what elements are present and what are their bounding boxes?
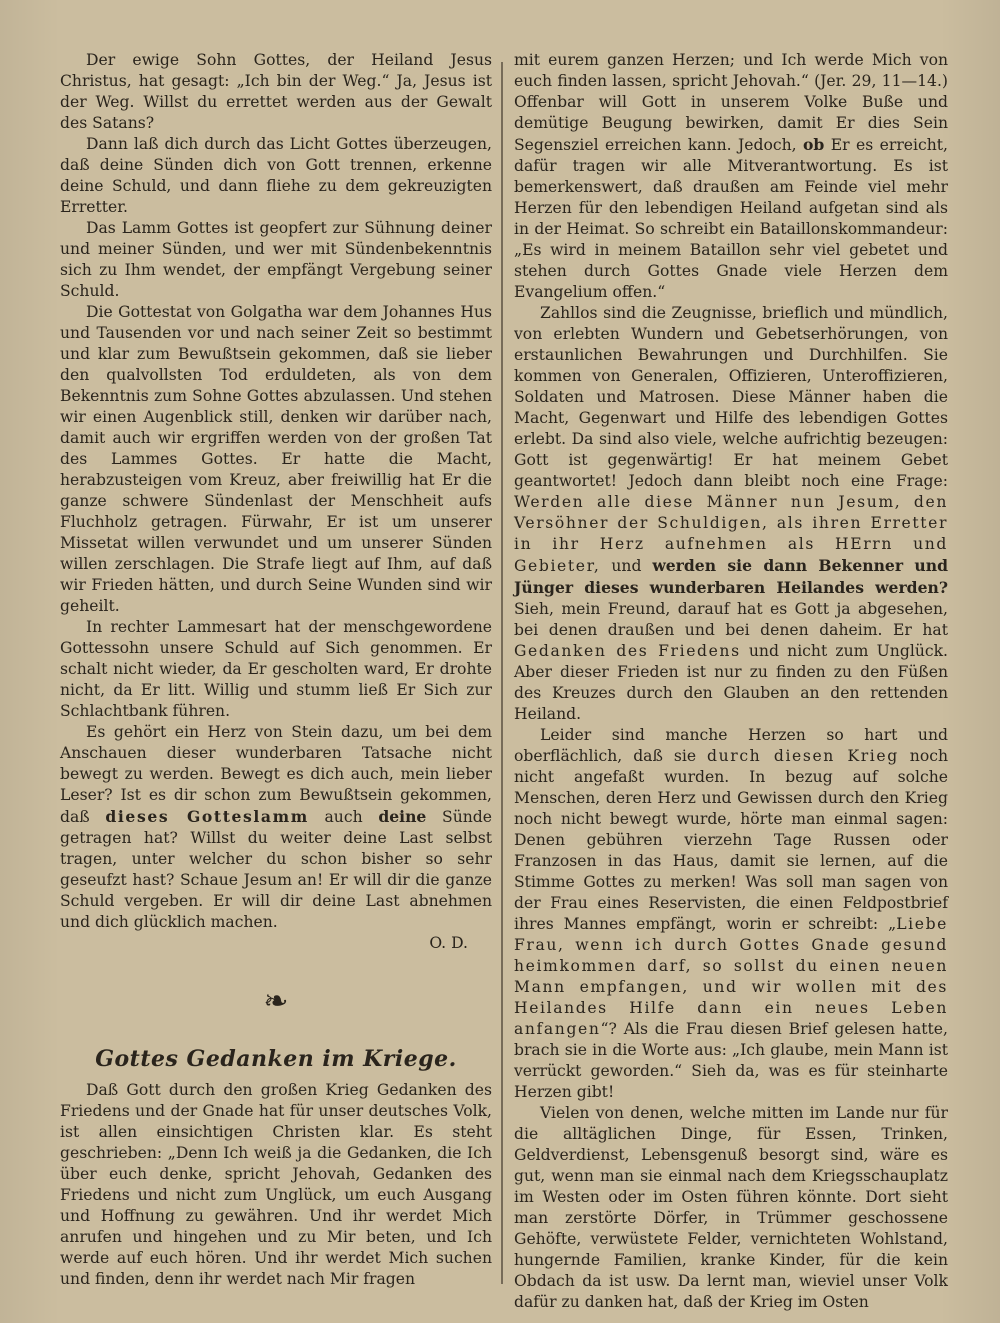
paragraph: In rechter Lammesart hat der menschgewordene Gottessohn unsere Schuld auf Sich genommen. Er schalt nicht wieder, da Er gescholten ward, Er drohte nicht, da Er litt. Willig und stumm ließ Er Sich zur Schlachtbank führen. [60,618,492,720]
spaced-text: Liebe Frau, wenn ich durch Gottes Gnade gesund heimkommen darf, so sollst du einen neuen Mann empfangen, und wir wollen mit des Heilandes Hilfe dann ein neues Leben anfangen [514,915,948,1038]
paragraph [514,725,948,1103]
text-run: auch [308,808,379,826]
paragraph [60,722,492,954]
paragraph: Dann laß dich durch das Licht Gottes überzeugen, daß deine Sünden dich von Gott trennen, erkenne deine Schuld, und dann fliehe zu dem gekreuzigten Erretter. [60,135,492,216]
paragraph: Vielen von denen, welche mitten im Lande nur für die alltäglichen Dinge, für Essen, Trinken, Geldverdienst, Lebensgenuß besorgt sind, wäre es gut, wenn man sie einmal nach dem Kriegsschauplatz im Westen oder im Osten führen könnte. Dort sieht man zerstörte Dörfer, in Trümmer geschossene Gehöfte, verwüstete Felder, vernichteten Wohlstand, hungernde Familien, kranke Kinder, für die kein Obdach da ist usw. Da lernt man, wieviel unser Volk dafür zu danken hat, daß der Krieg im Osten [514,1104,948,1311]
article-heading: Gottes Gedanken im Kriege. [95,1046,457,1072]
text-run: Es gehört ein Herz von Stein dazu, um bei dem Anschauen dieser wunderbaren Tatsache nicht bewegt zu werden. Bewegt es dich auch, mein lieber Leser? Ist es dir schon zum Bewußtsein gekommen, daß [60,723,492,826]
right-column [514,50,948,1313]
column-divider [501,62,503,1284]
ornament-icon: ❧ [263,984,289,1019]
paragraph [514,50,948,303]
author-signature: O. D. [429,934,468,952]
emphasis-text: werden sie dann Bekenner und Jünger dieses wunderbaren Heilandes werden? [514,556,948,597]
text-run: noch nicht angefaßt wurden. In bezug auf solche Menschen, deren Herz und Gewissen durch den Krieg noch nicht bewegt wurde, hörte man einmal sagen: Denen gebühren vierzehn Tage Russen oder Franzosen in das Haus, damit sie lernen, auf die Stimme Gottes zu merken! Was soll man sagen von der Frau eines Reservisten, die einen Feldpostbrief ihres Mannes empfängt, worin er schreibt: „ [514,747,948,933]
text-run: und nicht zum Unglück. Aber dieser Frieden ist nur zu finden zu den Füßen des Kreuzes durch den Glauben an den rettenden Heiland. [514,642,948,723]
text-run: Sünde getragen hat? Willst du weiter deine Last selbst tragen, unter welcher du schon bisher so sehr geseufzt hast? Schaue Jesum an! Er will dir die ganze Schuld vergeben. Er will dir deine Last abnehmen und dich glücklich machen. [60,808,493,931]
paragraph: Die Gottestat von Golgatha war dem Johannes Hus und Tausenden vor und nach seiner Zeit so bestimmt und klar zum Bewußtsein gekommen, daß sie lieber den qualvollsten Tod erduldeten, als von dem Bekenntnis zum Sohne Gottes abzulassen. Und stehen wir einen Augenblick still, denken wir darüber nach, damit auch wir ergriffen werden von der großen Tat des Lammes Gottes. Er hatte die Macht, herabzusteigen vom Kreuz, aber freiwillig hat Er die ganze schwere Sündenlast der Menschheit aufs Fluchholz getragen. Fürwahr, Er ist um unserer Missetat willen verwundet und um unserer Sünden willen zerschlagen. Die Strafe liegt auf Ihm, auf daß wir Frieden hätten, und durch Seine Wunden sind wir geheilt. [60,303,492,615]
text-run: Sieh, mein Freund, darauf hat es Gott ja abgesehen, bei denen draußen und bei denen daheim. Er hat [514,600,948,639]
text-run: Leider sind manche Herzen so hart und oberflächlich, daß sie [514,726,948,765]
spaced-text: Gedanken des Friedens [514,642,741,660]
text-run: mit eurem ganzen Herzen; und Ich werde Mich von euch finden lassen, spricht Jehovah.“ (Jer. 29, 11—14.) Offenbar will Gott in unserem Volke Buße und demütige Beugung bewirken, damit Er dies Sein Segensziel erreichen kann. Jedoch, [514,51,948,154]
emphasis-text: dieses Gotteslamm [105,807,309,826]
text-run: Er es erreicht, dafür tragen wir alle Mitverantwortung. Es ist bemerkenswert, daß draußen am Feinde viel mehr Herzen für den lebendigen Heiland aufgetan sind als in der Heimat. So schreibt ein Bataillonskommandeur: „Es wird in meinem Bataillon sehr viel gebetet und stehen durch Gottes Gnade viele Herzen dem Evangelium offen.“ [514,136,948,301]
emphasis-text: deine [378,807,427,826]
paragraph: Daß Gott durch den großen Krieg Gedanken des Friedens und der Gnade hat für unser deutsches Volk, ist allen einsichtigen Christen klar. Es steht geschrieben: „Denn Ich weiß ja die Gedanken, die Ich über euch denke, spricht Jehovah, Gedanken des Friedens und nicht zum Unglück, um euch Ausgang und Hoffnung zu gewähren. Und ihr werdet Mich anrufen und hingehen und zu Mir beten, und Ich werde auf euch hören. Und ihr werdet Mich suchen und finden, denn ihr werdet nach Mir fragen [60,1081,492,1288]
spaced-text: Werden alle diese Männer nun Jesum, den Versöhner der Schuldigen, als ihren Erretter in ihr Herz aufnehmen als HErrn und Gebieter, [514,493,948,575]
text-run: Zahllos sind die Zeugnisse, brieflich und mündlich, von erlebten Wundern und Gebetserhörungen, von erstaunlichen Bewahrungen und Durchhilfen. Sie kommen von Generalen, Offizieren, Unteroffizieren, Soldaten und Matrosen. Diese Männer haben die Macht, Gegenwart und Hilfe des lebendigen Gottes erlebt. Da sind also viele, welche aufrichtig bezeugen: Gott ist gegenwärtig! Er hat meinem Gebet geantwortet! Jedoch dann bleibt noch eine Frage: [514,304,948,490]
emphasis-text: ob [803,135,825,154]
paragraph: Der ewige Sohn Gottes, der Heiland Jesus Christus, hat gesagt: „Ich bin der Weg.“ Ja, Jesus ist der Weg. Willst du errettet werden aus der Gewalt des Satans? [60,51,492,132]
text-run: “? Als die Frau diesen Brief gelesen hatte, brach sie in die Worte aus: „Ich glaube, mein Mann ist verrückt geworden.“ Sieh da, was es für steinharte Herzen gibt! [514,1020,948,1101]
paragraph: Das Lamm Gottes ist geopfert zur Sühnung deiner und meiner Sünden, und wer mit Sündenbekenntnis sich zu Ihm wendet, der empfängt Vergebung seiner Schuld. [60,219,492,300]
text-run: und [600,557,653,575]
left-column [60,50,492,1290]
spaced-text: durch diesen Krieg [707,747,899,765]
paragraph [514,303,948,725]
